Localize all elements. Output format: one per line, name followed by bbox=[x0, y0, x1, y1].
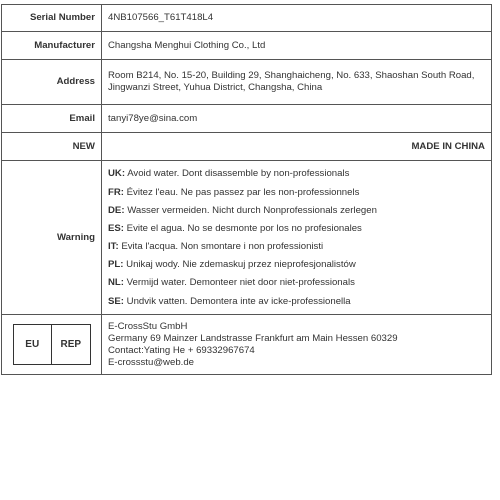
warning-line-nl bbox=[108, 274, 485, 292]
manufacturer-value: Changsha Menghui Clothing Co., Ltd bbox=[102, 32, 492, 60]
origin-label: MADE IN CHINA bbox=[102, 133, 492, 161]
warning-line-pl bbox=[108, 256, 485, 274]
lang-code: ES: bbox=[108, 222, 124, 234]
email-value: tanyi78ye@sina.com bbox=[102, 105, 492, 133]
warning-text: Avoid water. Dont disassemble by non-professionals bbox=[125, 168, 350, 180]
rep-email: E-crossstu@web.de bbox=[108, 356, 194, 368]
warning-text: Evite el agua. No se desmonte por los no profesionales bbox=[124, 222, 362, 234]
rep-badge-text: REP bbox=[51, 325, 90, 364]
warning-label: Warning bbox=[2, 161, 102, 315]
address-label: Address bbox=[2, 60, 102, 105]
eu-rep-details bbox=[102, 315, 492, 375]
warning-text: Vermijd water. Demonteer niet door niet-professionals bbox=[123, 277, 355, 289]
warning-line-it bbox=[108, 238, 485, 256]
rep-company: E-CrossStu GmbH bbox=[108, 320, 188, 332]
serial-number-label: Serial Number bbox=[2, 5, 102, 32]
warning-line-de bbox=[108, 201, 485, 219]
eu-representative-row bbox=[2, 315, 492, 375]
warning-line-fr bbox=[108, 183, 485, 201]
warning-list bbox=[102, 161, 492, 315]
rep-address: Germany 69 Mainzer Landstrasse Frankfurt am Main Hessen 60329 bbox=[108, 332, 398, 344]
manufacturer-row bbox=[2, 32, 492, 60]
lang-code: SE: bbox=[108, 295, 124, 307]
lang-code: UK: bbox=[108, 168, 126, 180]
condition-row bbox=[2, 133, 492, 161]
warning-text: Undvik vatten. Demontera inte av icke-professionella bbox=[124, 295, 351, 307]
warning-line-se bbox=[108, 292, 485, 310]
warning-line-uk bbox=[108, 165, 485, 183]
lang-code: NL: bbox=[108, 277, 124, 289]
warning-text: Wasser vermeiden. Nicht durch Nonprofessionals zerlegen bbox=[124, 204, 377, 216]
eu-rep-badge bbox=[13, 324, 91, 365]
lang-code: IT: bbox=[108, 241, 119, 253]
email-label: Email bbox=[2, 105, 102, 133]
address-value: Room B214, No. 15-20, Building 29, Shanghaicheng, No. 633, Shaoshan South Road, Jingwanzi Street, Yuhua District, Changsha, China bbox=[102, 60, 492, 105]
warning-text: Evita l'acqua. Non smontare i non professionisti bbox=[118, 241, 324, 253]
product-label-table bbox=[1, 4, 492, 375]
email-row bbox=[2, 105, 492, 133]
lang-code: FR: bbox=[108, 186, 124, 198]
serial-number-row bbox=[2, 5, 492, 32]
eu-rep-badge-cell bbox=[2, 315, 102, 375]
rep-contact: Contact:Yating He + 69332967674 bbox=[108, 344, 255, 356]
warning-text: Évitez l'eau. Ne pas passez par les non-professionnels bbox=[123, 186, 360, 198]
serial-number-value: 4NB107566_T61T418L4 bbox=[102, 5, 492, 32]
manufacturer-label: Manufacturer bbox=[2, 32, 102, 60]
lang-code: DE: bbox=[108, 204, 125, 216]
eu-badge-text: EU bbox=[25, 338, 40, 350]
condition-label: NEW bbox=[2, 133, 102, 161]
lang-code: PL: bbox=[108, 259, 124, 271]
warning-line-es bbox=[108, 219, 485, 237]
warning-text: Unikaj wody. Nie zdemaskuj przez nieprofesjonalistów bbox=[123, 259, 356, 271]
warning-row bbox=[2, 161, 492, 315]
address-row bbox=[2, 60, 492, 105]
